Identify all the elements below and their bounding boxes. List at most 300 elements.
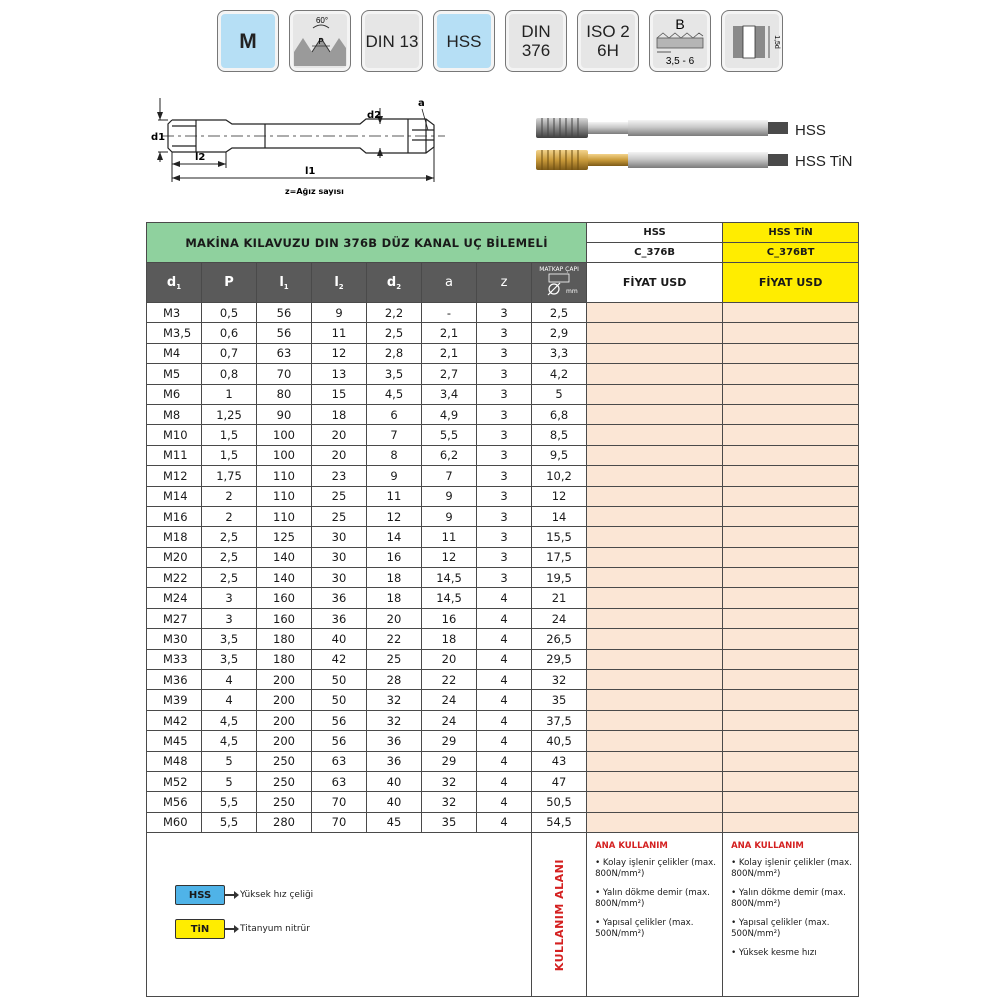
tin-price-cell [723, 710, 859, 730]
tin-price-cell [723, 568, 859, 588]
table-cell: M14 [147, 486, 202, 506]
hss-badge [433, 10, 495, 72]
l1-label: l1 [305, 166, 316, 177]
table-cell: M39 [147, 690, 202, 710]
l2-label: l2 [195, 152, 206, 163]
tin-price-cell [723, 731, 859, 751]
table-cell: 4,5 [202, 731, 257, 751]
table-cell: 3 [477, 343, 532, 363]
table-cell: 0,7 [202, 343, 257, 363]
tin-price-cell [723, 384, 859, 404]
tin-price-cell [723, 527, 859, 547]
table-cell: 50 [312, 670, 367, 690]
hss-tap-image [536, 118, 788, 138]
hss-price-cell [587, 323, 723, 343]
table-cell: M27 [147, 608, 202, 628]
table-cell: 6,8 [532, 404, 587, 424]
drill-diameter-icon [544, 273, 578, 297]
hss-price-cell [587, 568, 723, 588]
table-cell: 12 [312, 343, 367, 363]
table-cell: 4,5 [202, 710, 257, 730]
table-cell: M30 [147, 629, 202, 649]
tin-usage-item: • Kolay işlenir çelikler (max. 800N/mm²) [731, 858, 852, 880]
hss-photo-label: HSS [795, 122, 826, 139]
table-cell: 1,25 [202, 404, 257, 424]
col-header-z: z [477, 263, 532, 303]
table-cell: 63 [257, 343, 312, 363]
table-cell: 5,5 [202, 792, 257, 812]
tap-technical-drawing [140, 90, 460, 200]
hss-price-cell [587, 690, 723, 710]
table-cell: 3,3 [532, 343, 587, 363]
table-row [147, 812, 859, 832]
thread-profile-badge [289, 10, 351, 72]
din376-label: DIN 376 [521, 22, 551, 60]
hole-depth-label: 1,5d [773, 35, 780, 49]
table-cell: 18 [367, 588, 422, 608]
hss-price-cell [587, 425, 723, 445]
hss-price-header: FİYAT USD [587, 263, 723, 303]
table-cell: 3 [477, 466, 532, 486]
table-cell: 22 [367, 629, 422, 649]
tin-price-cell [723, 771, 859, 791]
drill-unit: mm [566, 288, 578, 295]
table-cell: 2,5 [202, 527, 257, 547]
table-cell: 2,5 [202, 547, 257, 567]
tin-price-cell [723, 588, 859, 608]
tin-column-title: HSS TiN [723, 223, 859, 243]
table-cell: 15 [312, 384, 367, 404]
table-cell: 180 [257, 629, 312, 649]
din13-label: DIN 13 [365, 31, 419, 51]
table-cell: M10 [147, 425, 202, 445]
table-cell: 4 [477, 649, 532, 669]
drill-header-text: MATKAP ÇAPI [539, 266, 579, 273]
table-cell: 63 [312, 751, 367, 771]
table-cell: 0,6 [202, 323, 257, 343]
table-cell: 3 [477, 364, 532, 384]
table-cell: 7 [422, 466, 477, 486]
legend-hss-box: HSS [175, 885, 225, 905]
table-cell: 36 [312, 608, 367, 628]
table-cell: 1,75 [202, 466, 257, 486]
table-cell: 2,8 [367, 343, 422, 363]
iso-tolerance-badge [577, 10, 639, 72]
table-cell: 37,5 [532, 710, 587, 730]
table-cell: 110 [257, 466, 312, 486]
table-cell: 5 [202, 751, 257, 771]
hss-usage-head: ANA KULLANIM [595, 841, 668, 852]
hss-price-cell [587, 588, 723, 608]
table-cell: 16 [367, 547, 422, 567]
thread-profile-icon [291, 12, 349, 70]
table-cell: 3 [202, 608, 257, 628]
table-cell: 200 [257, 731, 312, 751]
table-cell: 12 [422, 547, 477, 567]
tin-price-cell [723, 425, 859, 445]
table-cell: - [422, 303, 477, 323]
col-header-drill [532, 263, 587, 303]
table-cell: 3 [477, 445, 532, 465]
tin-price-cell [723, 303, 859, 323]
hss-price-cell [587, 670, 723, 690]
table-cell: 2,5 [532, 303, 587, 323]
legend-area [147, 833, 532, 997]
table-cell: 23 [312, 466, 367, 486]
table-cell: 4 [477, 731, 532, 751]
material-legend [175, 885, 313, 953]
hss-price-cell [587, 731, 723, 751]
table-cell: 4 [477, 792, 532, 812]
table-row [147, 568, 859, 588]
table-row [147, 547, 859, 567]
tin-price-cell [723, 812, 859, 832]
table-cell: 4 [202, 690, 257, 710]
table-cell: 14 [367, 527, 422, 547]
tin-price-cell [723, 364, 859, 384]
table-cell: 50,5 [532, 792, 587, 812]
table-cell: 180 [257, 649, 312, 669]
table-cell: M22 [147, 568, 202, 588]
table-row [147, 690, 859, 710]
hss-product-code: C_376B [587, 243, 723, 263]
table-row [147, 792, 859, 812]
table-cell: 28 [367, 670, 422, 690]
table-cell: 100 [257, 425, 312, 445]
hss-price-cell [587, 486, 723, 506]
table-cell: 40 [312, 629, 367, 649]
table-cell: 9 [367, 466, 422, 486]
tin-price-cell [723, 445, 859, 465]
table-cell: 36 [312, 588, 367, 608]
table-cell: 43 [532, 751, 587, 771]
tap-product-photo [532, 112, 792, 178]
table-cell: 14,5 [422, 588, 477, 608]
table-row [147, 527, 859, 547]
table-row [147, 629, 859, 649]
hss-price-cell [587, 404, 723, 424]
table-cell: 250 [257, 771, 312, 791]
table-cell: M8 [147, 404, 202, 424]
table-cell: 4 [477, 710, 532, 730]
table-cell: 29 [422, 751, 477, 771]
legend-tin-text: Titanyum nitrür [240, 924, 310, 935]
table-cell: 40,5 [532, 731, 587, 751]
table-cell: 30 [312, 527, 367, 547]
legend-tin-box: TiN [175, 919, 225, 939]
table-cell: 12 [367, 506, 422, 526]
hss-usage-item: • Kolay işlenir çelikler (max. 800N/mm²) [595, 858, 716, 880]
table-cell: 20 [312, 445, 367, 465]
table-cell: 20 [422, 649, 477, 669]
table-cell: 9 [312, 303, 367, 323]
table-cell: 5 [532, 384, 587, 404]
hss-price-cell [587, 303, 723, 323]
table-cell: 3,5 [202, 649, 257, 669]
tin-price-cell [723, 466, 859, 486]
table-cell: 2,2 [367, 303, 422, 323]
table-cell: 4 [477, 588, 532, 608]
table-cell: 3 [477, 404, 532, 424]
through-hole-badge [721, 10, 783, 72]
hss-price-cell [587, 547, 723, 567]
table-cell: 3 [477, 527, 532, 547]
table-cell: 8 [367, 445, 422, 465]
usage-vertical-cell [532, 833, 587, 997]
table-cell: 32 [367, 690, 422, 710]
chamfer-range-label: 3,5 - 6 [665, 56, 695, 67]
hss-usage-cell [587, 833, 723, 997]
table-cell: 24 [422, 710, 477, 730]
table-cell: M45 [147, 731, 202, 751]
table-cell: 6,2 [422, 445, 477, 465]
hss-price-cell [587, 792, 723, 812]
table-cell: 4,9 [422, 404, 477, 424]
table-cell: M3,5 [147, 323, 202, 343]
table-cell: 25 [312, 506, 367, 526]
table-cell: 40 [367, 792, 422, 812]
table-cell: 9 [422, 506, 477, 526]
col-header-l1: $l_1$ [257, 263, 312, 303]
table-cell: 29,5 [532, 649, 587, 669]
hss-price-cell [587, 466, 723, 486]
table-row [147, 364, 859, 384]
table-cell: 0,5 [202, 303, 257, 323]
table-cell: 5,5 [202, 812, 257, 832]
d1-label: d1 [151, 132, 166, 143]
table-cell: 13 [312, 364, 367, 384]
table-cell: 30 [312, 547, 367, 567]
table-cell: 36 [367, 731, 422, 751]
table-cell: 3 [202, 588, 257, 608]
tin-usage-item: • Yapısal çelikler (max. 500N/mm²) [731, 918, 830, 940]
table-row [147, 751, 859, 771]
table-row [147, 670, 859, 690]
hss-price-cell [587, 812, 723, 832]
table-cell: 11 [312, 323, 367, 343]
iso-tolerance-label: ISO 2 6H [586, 22, 630, 60]
table-cell: 3 [477, 506, 532, 526]
table-cell: 4,5 [367, 384, 422, 404]
table-cell: M11 [147, 445, 202, 465]
table-cell: 5,5 [422, 425, 477, 445]
table-cell: 70 [312, 812, 367, 832]
hss-price-cell [587, 771, 723, 791]
table-cell: M4 [147, 343, 202, 363]
legend-hss-text: Yüksek hız çeliği [240, 890, 314, 901]
table-row [147, 425, 859, 445]
product-table [146, 222, 859, 997]
table-cell: 40 [367, 771, 422, 791]
tin-price-cell [723, 649, 859, 669]
table-title: MAKİNA KILAVUZU DIN 376B DÜZ KANAL UÇ BİLEMELİ [147, 223, 587, 263]
table-cell: 42 [312, 649, 367, 669]
table-cell: 18 [312, 404, 367, 424]
table-cell: 18 [422, 629, 477, 649]
tin-usage-item: • Yüksek kesme hızı [731, 948, 817, 959]
table-cell: 24 [422, 690, 477, 710]
table-cell: 11 [422, 527, 477, 547]
hss-price-cell [587, 527, 723, 547]
d2-label: d2 [367, 110, 382, 121]
table-cell: 160 [257, 608, 312, 628]
table-cell: 3 [477, 323, 532, 343]
table-cell: 2 [202, 486, 257, 506]
table-cell: 4 [477, 751, 532, 771]
table-row [147, 506, 859, 526]
table-row [147, 343, 859, 363]
table-cell: 45 [367, 812, 422, 832]
table-cell: 54,5 [532, 812, 587, 832]
table-cell: 9,5 [532, 445, 587, 465]
tin-usage-head: ANA KULLANIM [731, 841, 804, 852]
hss-price-cell [587, 649, 723, 669]
table-cell: 200 [257, 690, 312, 710]
table-cell: 4 [202, 670, 257, 690]
feature-badges [217, 10, 780, 72]
tin-price-cell [723, 506, 859, 526]
a-label: a [418, 98, 425, 109]
hss-price-cell [587, 710, 723, 730]
table-cell: 20 [312, 425, 367, 445]
table-cell: 2,5 [202, 568, 257, 588]
hss-price-cell [587, 384, 723, 404]
table-cell: 56 [312, 710, 367, 730]
table-cell: 125 [257, 527, 312, 547]
metric-thread-label: M [239, 29, 257, 53]
table-cell: 250 [257, 751, 312, 771]
table-cell: 4 [477, 608, 532, 628]
tin-price-cell [723, 404, 859, 424]
col-header-d2: $d_2$ [367, 263, 422, 303]
hss-price-cell [587, 608, 723, 628]
table-cell: M56 [147, 792, 202, 812]
table-cell: 4 [477, 771, 532, 791]
table-cell: M36 [147, 670, 202, 690]
table-row [147, 771, 859, 791]
table-cell: 16 [422, 608, 477, 628]
table-row [147, 303, 859, 323]
legend-tin [175, 919, 313, 939]
table-cell: 3 [477, 547, 532, 567]
table-row [147, 323, 859, 343]
table-cell: 7 [367, 425, 422, 445]
table-cell: 4,2 [532, 364, 587, 384]
table-cell: 100 [257, 445, 312, 465]
table-cell: 3 [477, 384, 532, 404]
table-cell: 280 [257, 812, 312, 832]
table-cell: 30 [312, 568, 367, 588]
through-hole-icon [723, 12, 781, 70]
chamfer-form-icon [651, 12, 709, 70]
table-cell: 3 [477, 568, 532, 588]
hss-price-cell [587, 629, 723, 649]
table-cell: 0,8 [202, 364, 257, 384]
table-cell: 32 [367, 710, 422, 730]
table-row [147, 588, 859, 608]
col-header-pitch: P [202, 263, 257, 303]
col-header-a: a [422, 263, 477, 303]
table-cell: 32 [422, 771, 477, 791]
hss-price-cell [587, 364, 723, 384]
table-row [147, 731, 859, 751]
table-cell: 5 [202, 771, 257, 791]
table-cell: 3,5 [367, 364, 422, 384]
table-cell: M3 [147, 303, 202, 323]
hss-price-cell [587, 506, 723, 526]
table-cell: 36 [367, 751, 422, 771]
tin-price-cell [723, 670, 859, 690]
table-cell: 35 [532, 690, 587, 710]
chamfer-form-badge [649, 10, 711, 72]
table-cell: M33 [147, 649, 202, 669]
tin-photo-label: HSS TiN [795, 153, 853, 170]
tin-price-cell [723, 323, 859, 343]
table-cell: 12 [532, 486, 587, 506]
table-cell: 250 [257, 792, 312, 812]
tin-price-cell [723, 486, 859, 506]
table-row [147, 486, 859, 506]
table-cell: 160 [257, 588, 312, 608]
table-cell: 200 [257, 710, 312, 730]
table-cell: 63 [312, 771, 367, 791]
table-cell: 110 [257, 506, 312, 526]
table-cell: M52 [147, 771, 202, 791]
table-cell: 3,5 [202, 629, 257, 649]
thread-pitch-label: P [318, 37, 324, 46]
table-cell: 70 [312, 792, 367, 812]
table-cell: 35 [422, 812, 477, 832]
table-cell: 1,5 [202, 445, 257, 465]
table-cell: 3 [477, 303, 532, 323]
table-cell: 2,1 [422, 343, 477, 363]
table-cell: 47 [532, 771, 587, 791]
table-row [147, 384, 859, 404]
tin-usage-item: • Yalın dökme demir (max. 800N/mm²) [731, 888, 846, 910]
hss-usage-item: • Yapısal çelikler (max. 500N/mm²) [595, 918, 694, 940]
table-cell: 3,4 [422, 384, 477, 404]
col-header-l2: $l_2$ [312, 263, 367, 303]
usage-area-label: KULLANIM ALANI [552, 858, 566, 971]
table-cell: 4 [477, 690, 532, 710]
tin-price-cell [723, 629, 859, 649]
table-cell: 90 [257, 404, 312, 424]
table-cell: M6 [147, 384, 202, 404]
table-cell: 4 [477, 812, 532, 832]
chamfer-form-letter: B [675, 16, 685, 32]
tin-price-cell [723, 547, 859, 567]
tin-usage [723, 833, 858, 959]
table-cell: 18 [367, 568, 422, 588]
table-cell: 29 [422, 731, 477, 751]
table-row [147, 649, 859, 669]
table-cell: 50 [312, 690, 367, 710]
arrow-icon [225, 894, 237, 896]
table-cell: 4 [477, 670, 532, 690]
table-cell: 32 [532, 670, 587, 690]
hss-column-title: HSS [587, 223, 723, 243]
table-cell: 25 [367, 649, 422, 669]
table-cell: M42 [147, 710, 202, 730]
hss-price-cell [587, 343, 723, 363]
tin-price-cell [723, 792, 859, 812]
thread-angle-label: 60° [315, 16, 329, 25]
table-cell: 140 [257, 547, 312, 567]
table-cell: 4 [477, 629, 532, 649]
legend-hss [175, 885, 313, 905]
tin-product-code: C_376BT [723, 243, 859, 263]
table-cell: 3 [477, 486, 532, 506]
